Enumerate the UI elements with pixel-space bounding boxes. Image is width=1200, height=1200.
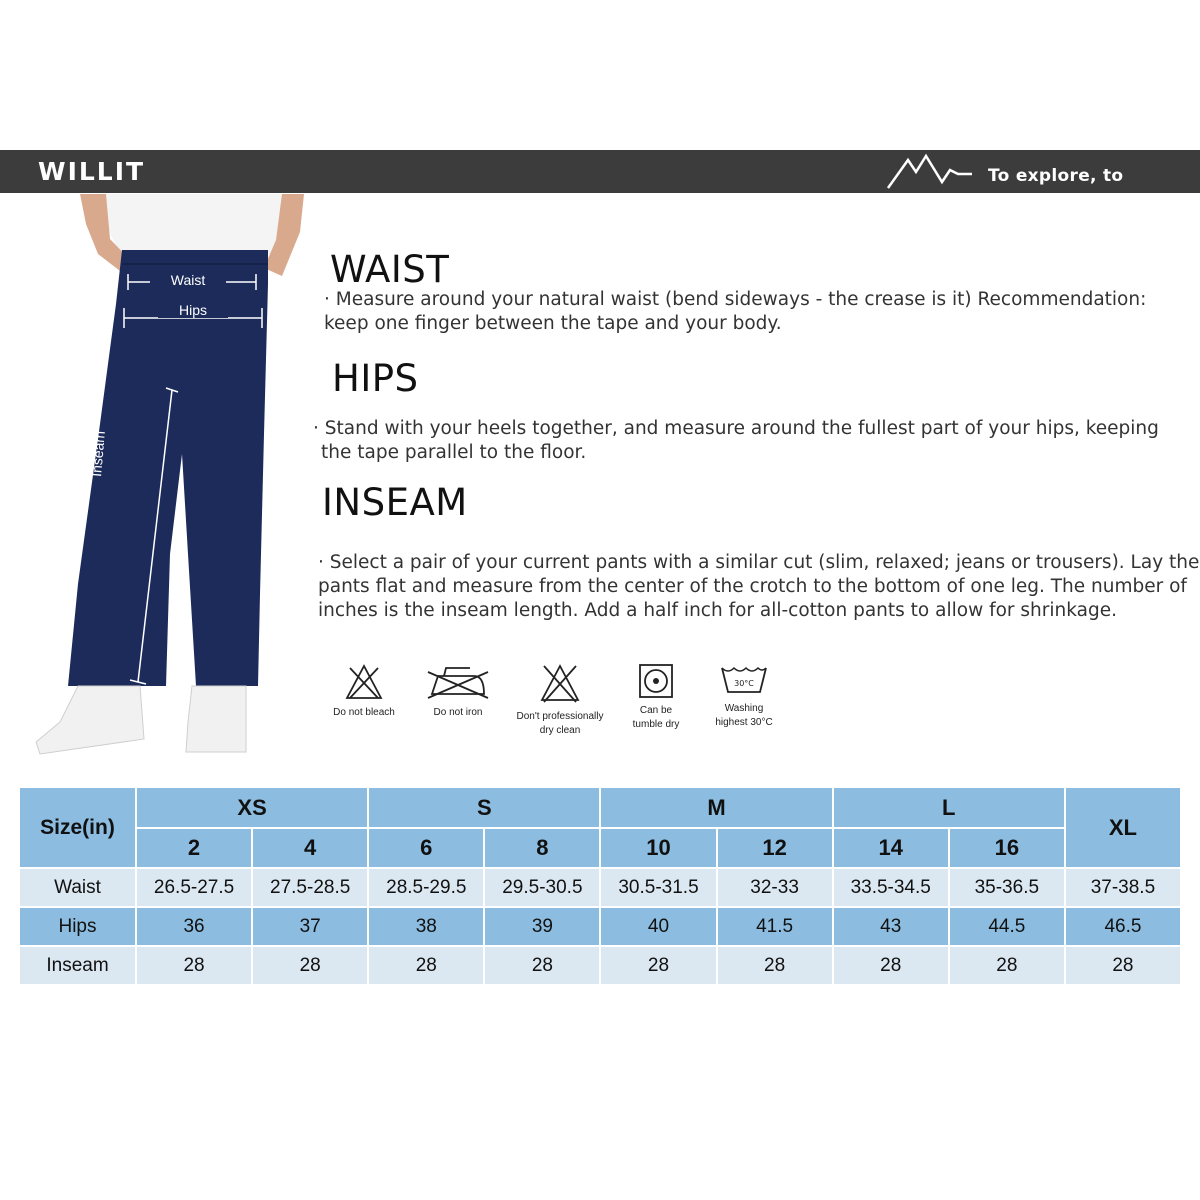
inseam-description-line-1: · Select a pair of your current pants with a similar cut (slim, relaxed; jeans or trousers). Lay the [318,552,1200,573]
table-cell: 28 [949,946,1065,985]
size-chart-table [18,786,1182,986]
size-corner-header: Size(in) [19,787,136,868]
care-label-line-2: highest 30°C [715,717,773,728]
table-cell: 28 [833,946,949,985]
size-number-header: 8 [484,828,600,868]
care-label-line-2: tumble dry [632,719,680,730]
care-item-no-iron [408,662,508,720]
table-cell: 28 [136,946,252,985]
brand-header-bar [0,150,1200,238]
table-cell: 32-33 [717,868,833,907]
hips-heading: HIPS [332,357,419,400]
size-number-header: 12 [717,828,833,868]
figure-inseam-label: Inseam [88,430,108,478]
table-cell: 36 [136,907,252,946]
row-label: Hips [19,907,136,946]
table-cell: 28 [368,946,484,985]
wash-temp-label: 30°C [734,679,754,688]
figure-hips-label: Hips [158,302,228,318]
table-cell: 28 [1065,946,1181,985]
waist-description-line-2: keep one finger between the tape and your body. [324,313,782,334]
waist-description-line-1: · Measure around your natural waist (bend sideways - the crease is it) Recommendation: [324,289,1147,310]
hips-description-line-2: the tape parallel to the floor. [321,442,587,463]
wash-30-icon [718,662,770,698]
care-item-tumble-dry [606,662,706,732]
waist-heading: WAIST [330,248,450,291]
table-cell: 28 [600,946,716,985]
table-cell: 27.5-28.5 [252,868,368,907]
size-number-header: 10 [600,828,716,868]
table-cell: 39 [484,907,600,946]
table-row-inseam [19,946,1181,985]
table-cell: 40 [600,907,716,946]
care-item-no-bleach [314,662,414,720]
figure-waist-label: Waist [150,272,226,288]
row-label: Inseam [19,946,136,985]
table-cell: 29.5-30.5 [484,868,600,907]
brand-logo: WILLIT [38,157,146,186]
care-label-line-2: dry clean [539,725,581,736]
table-cell: 28 [484,946,600,985]
care-item-wash-30 [694,662,794,730]
table-row-waist [19,868,1181,907]
table-cell: 30.5-31.5 [600,868,716,907]
care-label-line-1: Can be [639,705,673,716]
size-number-header: 6 [368,828,484,868]
table-row-hips [19,907,1181,946]
size-number-header: 2 [136,828,252,868]
size-number-header: 4 [252,828,368,868]
brand-tagline: To explore, to discover [988,166,1124,238]
no-bleach-icon [344,662,384,702]
table-cell: 37 [252,907,368,946]
size-group-header: L [833,787,1065,828]
care-label-line-1: Do not iron [433,707,483,718]
row-label: Waist [19,868,136,907]
inseam-description-line-2: pants flat and measure from the center of the crotch to the bottom of one leg. The number of [318,576,1187,597]
hips-description-line-1: · Stand with your heels together, and measure around the fullest part of your hips, keeping [313,418,1159,439]
table-cell: 38 [368,907,484,946]
table-cell: 33.5-34.5 [833,868,949,907]
care-label-line-1: Do not bleach [333,707,395,718]
table-cell: 46.5 [1065,907,1181,946]
size-group-header: XS [136,787,368,828]
no-iron-icon [426,662,490,702]
size-number-header: 14 [833,828,949,868]
table-cell: 28.5-29.5 [368,868,484,907]
care-label-line-1: Don't professionally [516,711,604,722]
size-group-header: XL [1065,787,1181,868]
inseam-description-line-3: inches is the inseam length. Add a half inch for all-cotton pants to allow for shrinkage. [318,600,1117,621]
table-cell: 41.5 [717,907,833,946]
care-label-line-1: Washing [724,703,764,714]
inseam-heading: INSEAM [322,481,468,524]
size-group-header: M [600,787,832,828]
table-cell: 35-36.5 [949,868,1065,907]
size-number-header: 16 [949,828,1065,868]
tumble-dry-icon [637,662,675,700]
mountain-logo-icon [886,150,976,193]
table-cell: 37-38.5 [1065,868,1181,907]
table-cell: 26.5-27.5 [136,868,252,907]
size-group-row [19,787,1181,828]
table-cell: 28 [252,946,368,985]
no-dry-clean-icon [538,662,582,706]
table-cell: 44.5 [949,907,1065,946]
table-cell: 28 [717,946,833,985]
care-item-no-dry-clean [510,662,610,738]
size-number-row [19,828,1181,868]
size-group-header: S [368,787,600,828]
table-cell: 43 [833,907,949,946]
